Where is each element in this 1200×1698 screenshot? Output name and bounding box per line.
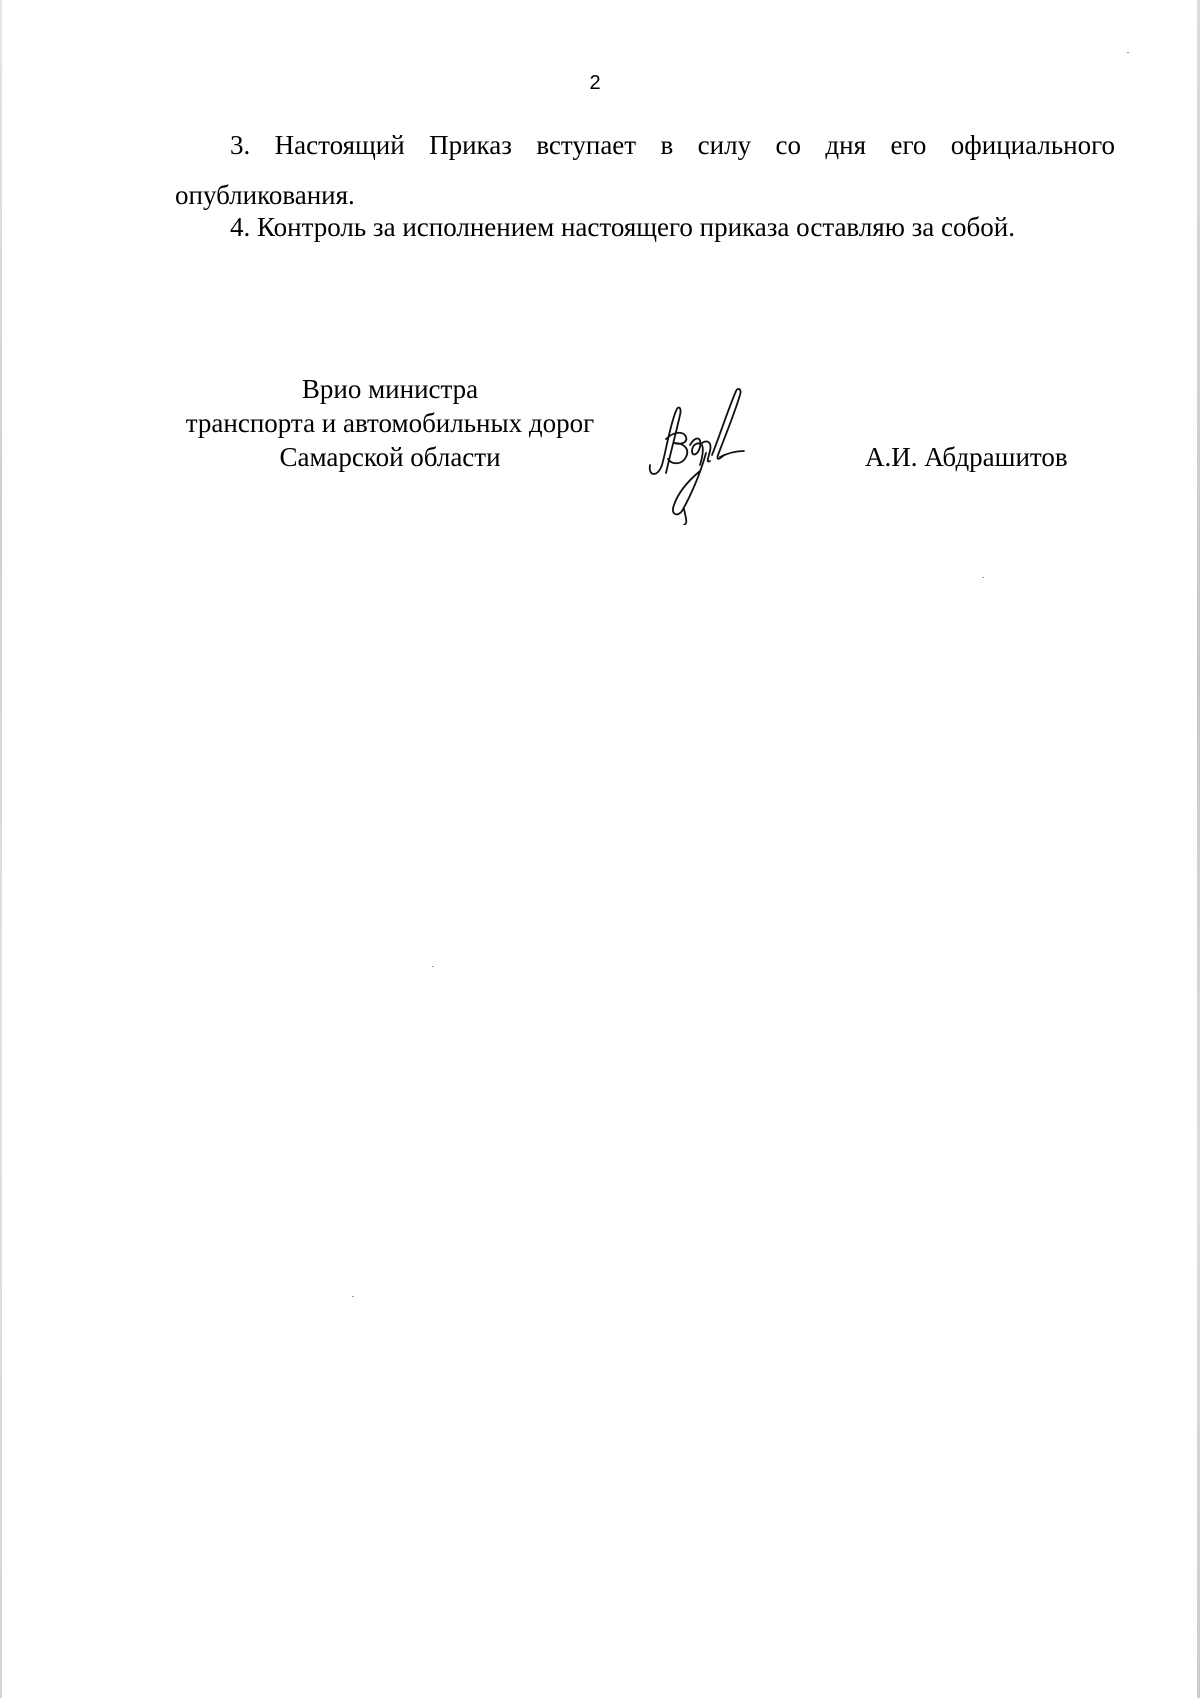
paragraph-3: 3. Настоящий Приказ вступает в силу со дня его официального опубликования. (175, 130, 1115, 210)
scan-speck (982, 577, 984, 578)
signatory-title (172, 372, 608, 474)
scan-speck (1127, 52, 1129, 53)
handwritten-signature (640, 385, 760, 525)
scan-speck (432, 966, 434, 967)
signatory-title-line2: транспорта и автомобильных дорог (185, 408, 595, 438)
page-number: 2 (589, 72, 601, 94)
scan-edge-left (0, 0, 2, 1698)
signatory-title-line3: Самарской области (279, 442, 501, 472)
scan-speck (352, 1296, 354, 1297)
signatory-title-line1: Врио министра (301, 374, 479, 404)
signatory-name: А.И. Абдрашитов (865, 442, 1068, 472)
paragraph-4: 4. Контроль за исполнением настоящего приказа оставляю за собой. (230, 212, 1015, 242)
